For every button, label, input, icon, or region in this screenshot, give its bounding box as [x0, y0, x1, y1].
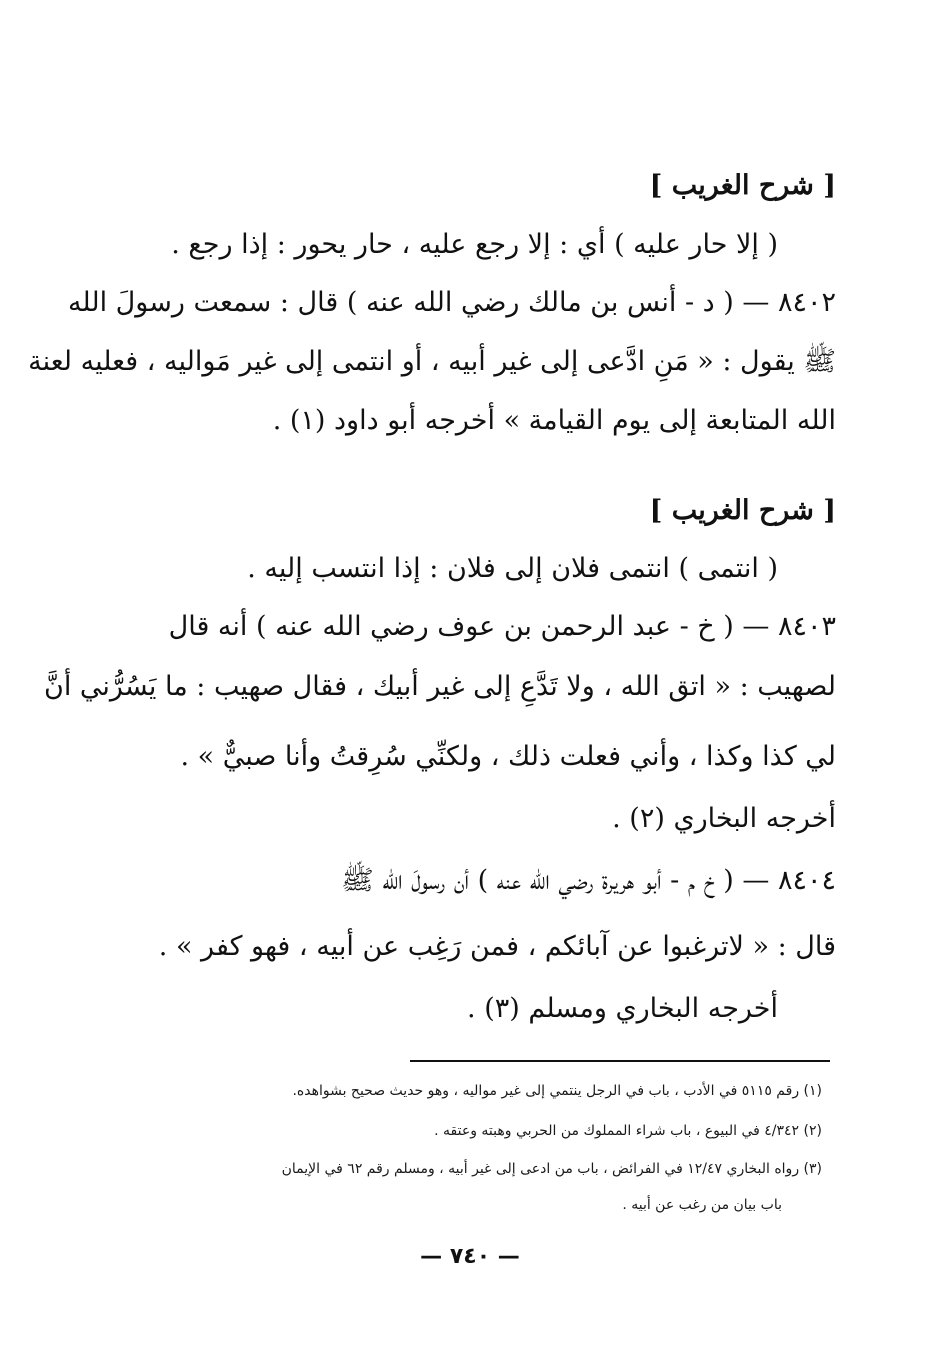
footnote-1: (١) رقم ٥١١٥ في الأدب ، باب في الرجل ينتمي إلى غير مواليه ، وهو حديث صحيح بشواهده. — [292, 1083, 822, 1099]
hadith-8402-line-3: الله المتابعة إلى يوم القيامة » أخرجه أبو داود (١) . — [272, 405, 836, 436]
hadith-8403-line-3: لي كذا وكذا ، وأني فعلت ذلك ، ولكنِّي سُرِقتُ وأنا صبيٌّ » . — [180, 741, 836, 772]
section-heading-gharib-1: [ شرح الغريب ] — [649, 170, 836, 201]
gharib-explanation-1: ( إلا حار عليه ) أي : إلا رجع عليه ، حار يحور : إذا رجع . — [171, 229, 778, 260]
footnote-2: (٢) ٤/٣٤٢ في البيوع ، باب شراء المملوك من الحربي وهبته وعتقه . — [434, 1123, 822, 1139]
page-number: — ٧٤٠ — — [420, 1244, 520, 1269]
hadith-8404-line-1: ٨٤٠٤ — ( خ م - أبو هريرة رضي الله عنه ) أن رسولَ الله ﷺ — [341, 865, 836, 896]
hadith-8403-line-4: أخرجه البخاري (٢) . — [612, 803, 836, 834]
hadith-8403-line-2: لصهيب : « اتق الله ، ولا تَدَّعِ إلى غير أبيك ، فقال صهيب : ما يَسُرُّني أنَّ — [44, 671, 836, 702]
hadith-8403-line-1: ٨٤٠٣ — ( خ - عبد الرحمن بن عوف رضي الله عنه ) أنه قال — [168, 611, 836, 642]
gharib-explanation-2: ( انتمى ) انتمى فلان إلى فلان : إذا انتسب إليه . — [247, 553, 778, 584]
hadith-8402-line-2: ﷺ يقول : « مَنِ ادَّعى إلى غير أبيه ، أو انتمى إلى غير مَواليه ، فعليه لعنة — [28, 346, 836, 377]
hadith-8404-line-2: قال : « لاترغبوا عن آبائكم ، فمن رَغِب عن أبيه ، فهو كفر » . — [158, 931, 836, 962]
footnote-separator — [410, 1060, 830, 1062]
hadith-8402-line-1: ٨٤٠٢ — ( د - أنس بن مالك رضي الله عنه ) قال : سمعت رسولَ الله — [67, 287, 836, 318]
footnote-3-continued: باب بيان من رغب عن أبيه . — [622, 1197, 782, 1213]
footnote-3: (٣) رواه البخاري ١٢/٤٧ في الفرائض ، باب من ادعى إلى غير أبيه ، ومسلم رقم ٦٢ في الإيمان — [281, 1161, 822, 1177]
section-heading-gharib-2: [ شرح الغريب ] — [649, 495, 836, 526]
hadith-8404-line-3: أخرجه البخاري ومسلم (٣) . — [467, 993, 778, 1024]
